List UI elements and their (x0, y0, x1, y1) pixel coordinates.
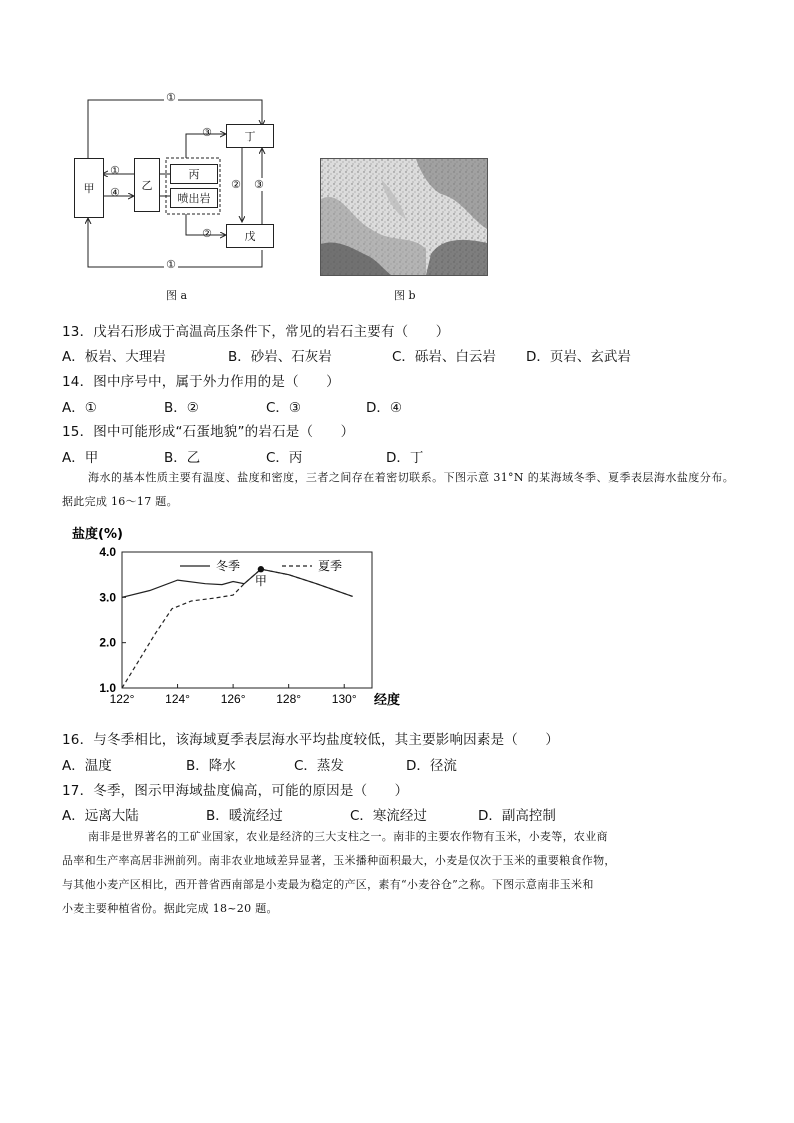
series-line-winter (122, 569, 353, 597)
y-axis-label: 盐度(%) (72, 527, 123, 542)
label-bottom-1: ① (166, 258, 176, 271)
rock-ding: 丁 (226, 124, 274, 148)
rock-penchuyan: 喷出岩 (170, 188, 218, 208)
figure-a-caption: 图 a (166, 289, 188, 302)
x-tick-label: 122° (109, 692, 135, 706)
option-15-c[interactable]: C．丙 (266, 450, 303, 466)
label-wu-in-2: ② (202, 227, 212, 240)
y-tick-label: 2.0 (99, 635, 116, 650)
passage-line-4: 小麦主要种植省份。据此完成 18~20 题。 (62, 902, 278, 915)
option-13-b[interactable]: B．砂岩、石灰岩 (228, 349, 332, 365)
label-yi-in-4: ④ (110, 186, 120, 199)
option-13-d[interactable]: D．页岩、玄武岩 (526, 349, 631, 365)
option-17-c[interactable]: C．寒流经过 (350, 808, 427, 824)
x-tick-label: 124° (165, 692, 190, 706)
rock-yi: 乙 (134, 158, 160, 212)
x-tick-label: 128° (276, 692, 302, 706)
question-17: 17．冬季，图示甲海域盐度偏高，可能的原因是（ ） (62, 783, 409, 799)
x-tick-label: 130° (331, 692, 357, 706)
question-14: 14．图中序号中，属于外力作用的是（ ） (62, 374, 340, 390)
option-16-c[interactable]: C．蒸发 (294, 758, 344, 774)
series-line-summer (122, 569, 353, 688)
annotation-point (258, 566, 264, 572)
question-13: 13．戊岩石形成于高温高压条件下，常见的岩石主要有（ ） (62, 324, 450, 340)
question-15: 15．图中可能形成“石蛋地貌”的岩石是（ ） (62, 424, 355, 440)
option-15-a[interactable]: A．甲 (62, 450, 99, 466)
option-16-a[interactable]: A．温度 (62, 758, 112, 774)
option-14-a[interactable]: A．① (62, 400, 97, 416)
annotation-label: 甲 (254, 574, 267, 589)
option-14-d[interactable]: D．④ (366, 400, 402, 416)
passage-line-1: 南非是世界著名的工矿业国家，农业是经济的三大支柱之一。南非的主要农作物有玉米，小麦等，农业商 (88, 830, 608, 843)
label-ding-in-3: ③ (202, 126, 212, 139)
y-tick-label: 3.0 (99, 590, 116, 605)
option-17-b[interactable]: B．暖流经过 (206, 808, 283, 824)
option-16-b[interactable]: B．降水 (186, 758, 236, 774)
rock-jia: 甲 (74, 158, 104, 218)
option-13-a[interactable]: A．板岩、大理岩 (62, 349, 166, 365)
option-17-d[interactable]: D．副高控制 (478, 808, 556, 824)
legend-label-summer: 夏季 (318, 559, 343, 573)
label-top-1: ① (166, 91, 176, 104)
passage-line-3: 与其他小麦产区相比，西开普省西南部是小麦最为稳定的产区，素有“小麦谷仓”之称。下图示意南非玉米和 (62, 878, 594, 891)
passage-line-2: 品率和生产率高居非洲前列。南非农业地域差异显著，玉米播种面积最大，小麦是仅次于玉米的重要粮食作物， (62, 854, 616, 867)
passage-salinity: 海水的基本性质主要有温度、盐度和密度，三者之间存在着密切联系。下图示意 31°N 的某海域冬季、夏季表层海水盐度分布。据此完成 16～17 题。 (62, 471, 734, 508)
rock-photo (321, 159, 487, 275)
label-up-3: ③ (254, 178, 264, 191)
option-15-b[interactable]: B．乙 (164, 450, 201, 466)
passage-south-africa (62, 825, 734, 921)
y-tick-label: 4.0 (99, 545, 116, 559)
option-15-d[interactable]: D．丁 (386, 450, 424, 466)
x-tick-label: 126° (220, 692, 246, 706)
label-down-2: ② (231, 178, 241, 191)
figure-b-caption: 图 b (394, 289, 416, 302)
question-16: 16．与冬季相比，该海域夏季表层海水平均盐度较低，其主要影响因素是（ ） (62, 732, 560, 748)
option-14-b[interactable]: B．② (164, 400, 199, 416)
y-tick-label: 1.0 (99, 681, 116, 695)
option-16-d[interactable]: D．径流 (406, 758, 457, 774)
figure-b (320, 158, 488, 276)
option-14-c[interactable]: C．③ (266, 400, 302, 416)
option-13-c[interactable]: C．砾岩、白云岩 (392, 349, 496, 365)
x-axis-label: 经度 (374, 693, 401, 708)
figure-a (66, 88, 298, 302)
salinity-chart (60, 520, 420, 720)
legend-label-winter: 冬季 (216, 559, 241, 573)
option-17-a[interactable]: A．远离大陆 (62, 808, 139, 824)
rock-bing: 丙 (170, 164, 218, 184)
rock-wu: 戊 (226, 224, 274, 248)
label-jia-in-1: ① (110, 164, 120, 177)
